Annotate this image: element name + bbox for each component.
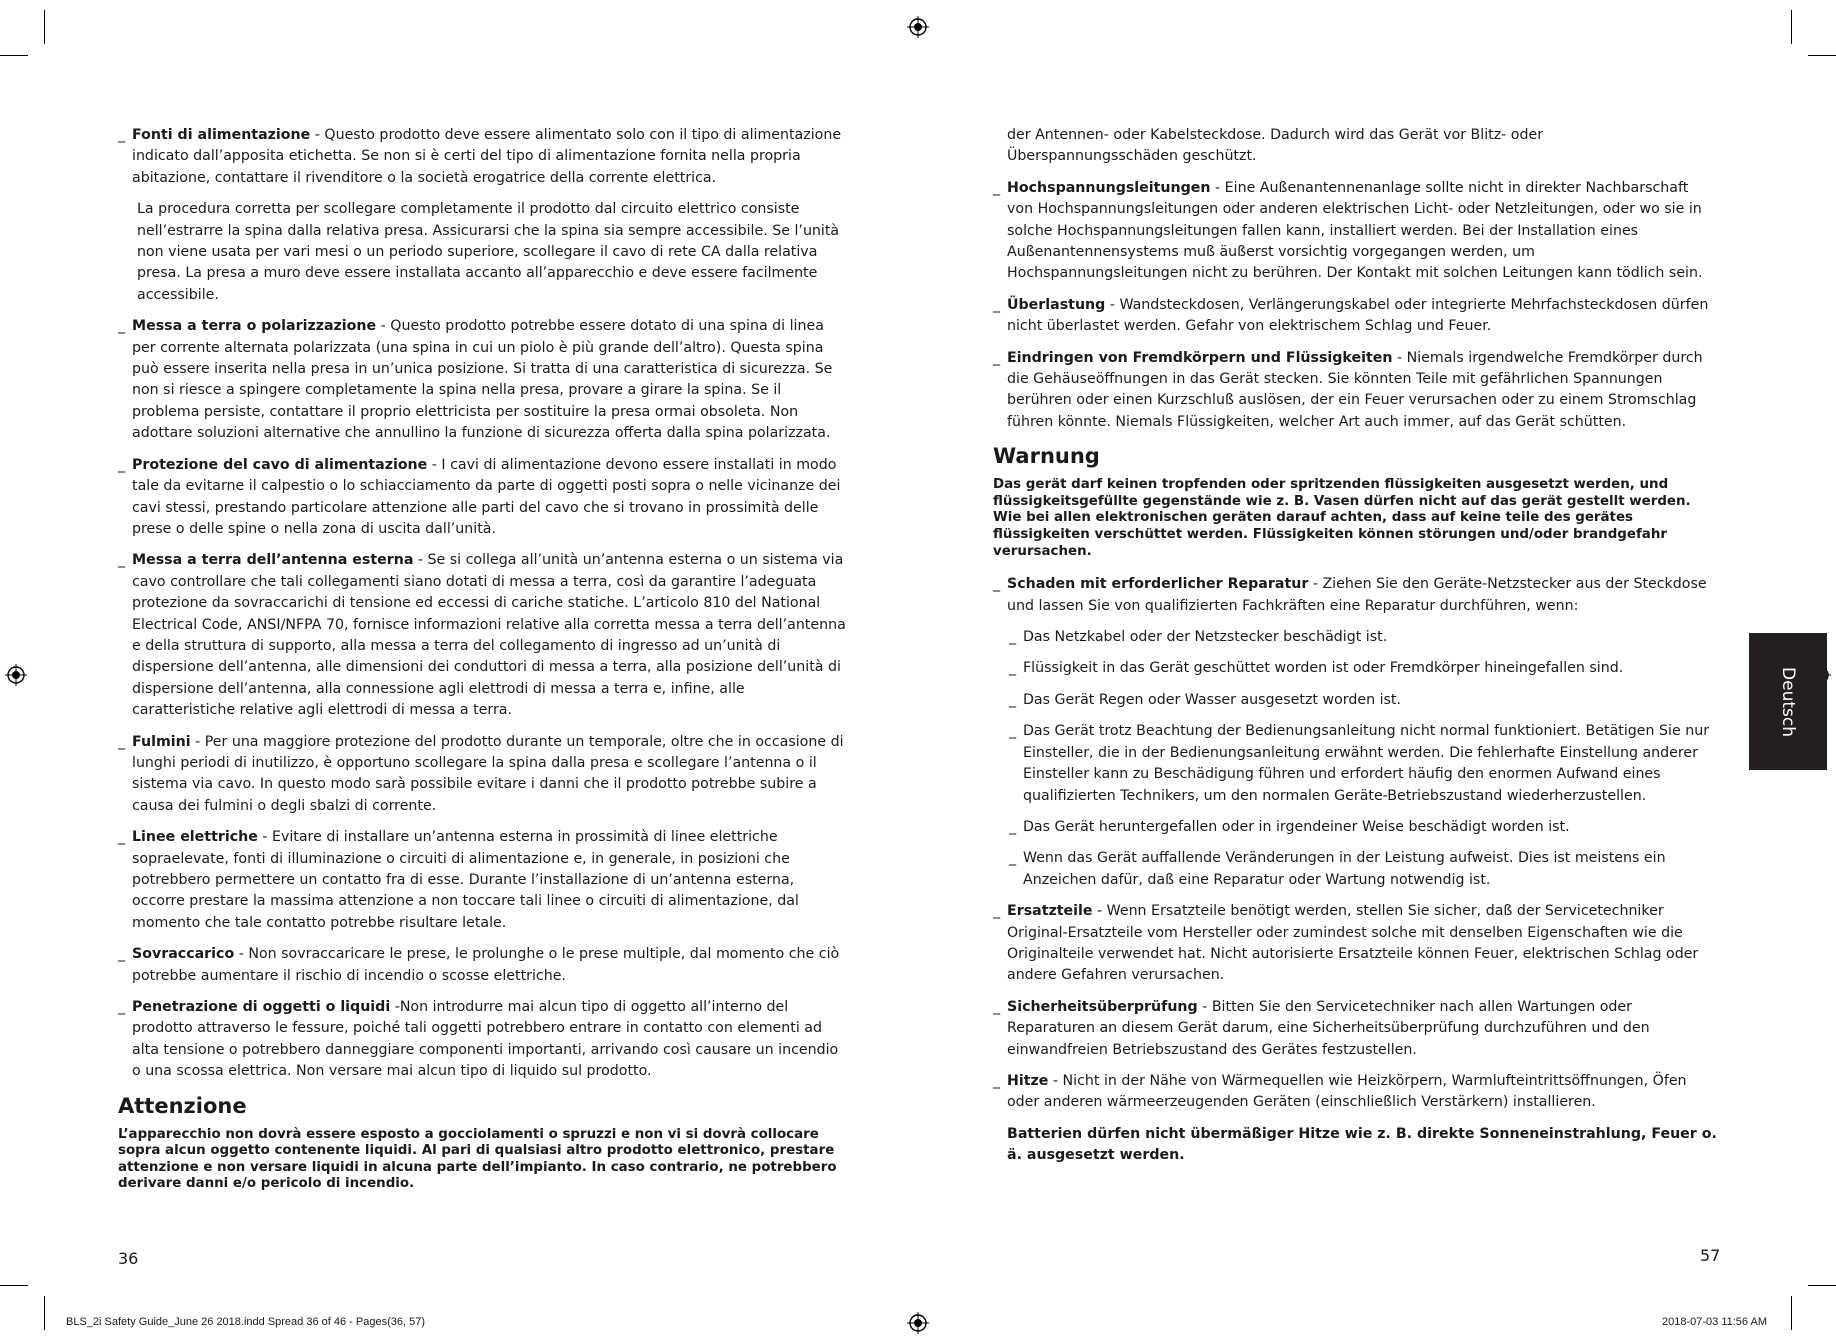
dash: _ bbox=[1009, 723, 1017, 740]
bold-note: Batterien dürfen nicht übermäßiger Hitze wie z. B. direkte Sonneneinstrahlung, Feuer o. ä. ausgesetzt werden. bbox=[1007, 1125, 1717, 1164]
dash: _ bbox=[118, 946, 126, 963]
language-tab bbox=[1749, 633, 1827, 770]
section-title: Sicherheitsüberprüfung bbox=[1007, 998, 1198, 1015]
dash: _ bbox=[993, 296, 1001, 313]
section-title: Penetrazione di oggetti o liquidi bbox=[132, 999, 391, 1016]
section-text: - Eine Außenantennenanlage sollte nicht in direkter Nachbarschaft von Hochspannungsleitungen oder anderen elektrischen Licht- oder Netzleitungen, oder wo sie in solche Hochspannungsleitungen fallen kann, installiert werden. Bei der Installation eines Außenantennensystems muß äußerst vorsichtig vorgegangen werden, um Hochspannungsleitungen nicht zu berühren. Der Kontakt mit solchen Leitungen kann tödlich sein. bbox=[1007, 179, 1703, 282]
dash: _ bbox=[118, 456, 126, 473]
section-item bbox=[993, 997, 1718, 1061]
dash: _ bbox=[993, 349, 1001, 366]
dash: _ bbox=[993, 179, 1001, 196]
section-title: Hitze bbox=[1007, 1072, 1049, 1089]
dash: _ bbox=[1009, 818, 1017, 835]
section-item bbox=[118, 997, 848, 1083]
section-text: - Niemals irgendwelche Fremdkörper durch die Gehäuseöffnungen in das Gerät stecken. Sie könnten Teile mit gefährlichen Spannungen berühren oder einen Kurzschluß auslösen, der ein Feuer verursachen oder zu einem Stromschlag führen könnte. Niemals Flüssigkeiten, welcher Art auch immer, auf das Gerät schütten. bbox=[1007, 349, 1703, 430]
section-title: Sovraccarico bbox=[132, 946, 235, 963]
section-item bbox=[118, 944, 848, 987]
registration-mark-icon bbox=[907, 1312, 929, 1334]
dash: _ bbox=[993, 998, 1001, 1015]
dash: _ bbox=[1009, 691, 1017, 708]
dash: _ bbox=[118, 552, 126, 569]
section-item bbox=[993, 295, 1718, 338]
section-title: Messa a terra o polarizzazione bbox=[132, 318, 377, 335]
section-title: Eindringen von Fremdkörpern und Flüssigkeiten bbox=[1007, 349, 1393, 366]
section-heading: Attenzione bbox=[118, 1093, 247, 1118]
list-item bbox=[993, 848, 1718, 891]
body-paragraph: La procedura corretta per scollegare completamente il prodotto dal circuito elettrico consiste nell’estrarre la spina dalla relativa presa. Assicurarsi che la spina sia sempre accessibile. Se l’unità non viene usata per vari mesi o un periodo superiore, scollegare il cavo di rete CA dalla relativa presa. La presa a muro deve essere installata accanto all’apparecchio e deve essere facilmente accessibile. bbox=[137, 201, 840, 303]
section-title: Protezione del cavo di alimentazione bbox=[132, 456, 428, 473]
section-text: - Per una maggiore protezione del prodotto durante un temporale, oltre che in occasione di lunghi periodi di inutilizzo, è opportuno scollegare la spina dalla presa e scollegare l’antenna o il sistema via cavo. In questo modo sarà possibile evitare i danni che il prodotto potrebbe subire a causa dei fulmini o degli sbalzi di corrente. bbox=[132, 733, 844, 814]
list-item-text: Das Netzkabel oder der Netzstecker beschädigt ist. bbox=[1023, 629, 1388, 646]
section-title: Fulmini bbox=[132, 733, 191, 750]
page-number-left: 36 bbox=[118, 1249, 139, 1268]
crop-mark bbox=[1791, 1296, 1792, 1330]
list-item bbox=[993, 817, 1718, 838]
section-item bbox=[118, 316, 848, 444]
dash: _ bbox=[118, 829, 126, 846]
section-text: - Non sovraccaricare le prese, le prolunghe o le prese multiple, dal momento che ciò potrebbe aumentare il rischio di incendio o scosse elettriche. bbox=[132, 946, 840, 984]
section-title: Ersatzteile bbox=[1007, 903, 1093, 920]
section-title: Schaden mit erforderlicher Reparatur bbox=[1007, 576, 1309, 593]
section-text: -Non introdurre mai alcun tipo di oggetto all’interno del prodotto attraverso le fessure, poiché tali oggetti potrebbero entrare in contatto con elementi ad alta tensione o potrebbero danneggiare componenti importanti, arrivando così causare un incendio o una scossa elettrica. Non versare mai alcun tipo di liquido sul prodotto. bbox=[132, 999, 839, 1080]
section-item bbox=[118, 455, 848, 541]
dash: _ bbox=[1009, 850, 1017, 867]
section-item bbox=[993, 574, 1718, 617]
dash: _ bbox=[993, 1072, 1001, 1089]
section-title: Fonti di alimentazione bbox=[132, 127, 311, 143]
section-text: - Bitten Sie den Servicetechniker nach allen Wartungen oder Reparaturen an diesem Gerät darum, eine Sicherheitsüberprüfung durchzuführen und den einwandfreien Betriebszustand des Gerätes festzustellen. bbox=[1007, 998, 1650, 1058]
list-item bbox=[993, 658, 1718, 679]
dash: _ bbox=[118, 733, 126, 750]
section-item bbox=[993, 178, 1718, 285]
crop-mark bbox=[44, 1296, 45, 1330]
right-page-column bbox=[993, 125, 1718, 1167]
list-item bbox=[993, 627, 1718, 648]
list-item bbox=[993, 690, 1718, 711]
crop-mark bbox=[0, 1285, 28, 1286]
section-text: - Wandsteckdosen, Verlängerungskabel oder integrierte Mehrfachsteckdosen dürfen nicht überlastet werden. Gefahr von elektrischem Schlag und Feuer. bbox=[1007, 296, 1709, 335]
registration-mark-icon bbox=[5, 664, 27, 686]
list-item-text: Das Gerät heruntergefallen oder in irgendeiner Weise beschädigt worden ist. bbox=[1023, 818, 1570, 835]
list-item-text: Wenn das Gerät auffallende Veränderungen in der Leistung aufweist. Dies ist meistens ein Anzeichen dafür, daß eine Reparatur oder Wartung notwendig ist. bbox=[1023, 850, 1666, 888]
section-item bbox=[118, 125, 848, 189]
section-text: - Evitare di installare un’antenna esterna in prossimità di linee elettriche sopraelevate, fonti di illuminazione o circuiti di alimentazione e, in generale, in posizioni che potrebbero permettere un contatto fra di esse. Durante l’installazione di un’antenna esterna, occorre prestare la massima attenzione a non toccare tali linee o circuiti di alimentazione, dal momento che tale contatto potrebbe risultare letale. bbox=[132, 829, 799, 931]
list-item-text: Das Gerät Regen oder Wasser ausgesetzt worden ist. bbox=[1023, 691, 1401, 708]
section-text: - Se si collega all’unità un’antenna esterna o un sistema via cavo controllare che tali collegamenti siano dotati di messa a terra, così da garantire l’adeguata protezione da sovraccarichi di tensione ed eccessi di cariche statiche. L’articolo 810 del National Electrical Code, ANSI/NFPA 70, fornisce informazioni relative alla corretta messa a terra dell’antenna e della struttura di supporto, alla messa a terra del collegamento di ingresso ad un’unità di dispersione dell’antenna, alle dimensioni dei conduttori di messa a terra, alla posizione dell’unità di dispersione dell’antenna, alla connessione agli elettrodi di messa a terra e, infine, alle caratteristiche relative agli elettrodi di messa a terra. bbox=[132, 552, 846, 719]
dash: _ bbox=[118, 318, 126, 335]
section-heading: Warnung bbox=[993, 444, 1100, 469]
dash: _ bbox=[118, 127, 126, 143]
section-item bbox=[118, 550, 848, 721]
dash: _ bbox=[1009, 629, 1017, 646]
warning-text: Das gerät darf keinen tropfenden oder spritzenden flüssigkeiten ausgesetzt werden, und flüssigkeitsgefüllte gegenstände wie z. B. Vasen dürfen nicht auf das gerät gestellt werden. Wie bei allen elektronischen geräten darauf achten, dass auf keine teile des gerätes flüssigkeiten verschüttet werden. Flüssigkeiten können störungen und/oder brandgefahr verursachen. bbox=[993, 477, 1691, 559]
left-page-column bbox=[118, 125, 848, 1207]
slug-timestamp: 2018-07-03 11:56 AM bbox=[1662, 1316, 1767, 1328]
section-item bbox=[993, 901, 1718, 987]
warning-text: L’apparecchio non dovrà essere esposto a gocciolamenti o spruzzi e non vi si dovrà collocare sopra alcun oggetto contenente liquidi. Al pari di qualsiasi altro prodotto elettronico, prestare attenzione e non versare liquidi in alcuna parte dell’impianto. In caso contrario, ne potrebbero derivare danni e/o pericolo di incendio. bbox=[118, 1126, 837, 1192]
section-text: - Questo prodotto deve essere alimentato solo con il tipo di alimentazione indicato dall’apposita etichetta. Se non si è certi del tipo di alimentazione fornita nella propria abitazione, contattare il rivenditore o la società erogatrice della corrente elettrica. bbox=[132, 127, 842, 186]
section-item bbox=[118, 827, 848, 934]
crop-mark bbox=[1791, 10, 1792, 44]
crop-mark bbox=[1808, 55, 1836, 56]
section-item bbox=[993, 348, 1718, 434]
crop-mark bbox=[44, 10, 45, 44]
language-tab-label: Deutsch bbox=[1778, 666, 1798, 737]
section-title: Hochspannungsleitungen bbox=[1007, 179, 1211, 196]
dash: _ bbox=[993, 576, 1001, 593]
section-text: - Questo prodotto potrebbe essere dotato di una spina di linea per corrente alternata polarizzata (una spina in cui un piolo è più grande dell’altro). Questa spina può essere inserita nella presa in un’unica posizione. Si tratta di una caratteristica di sicurezza. Se non si riesce a spingere completamente la spina nella presa, provare a girare la spina. Se il problema persiste, contattare il proprio elettricista per sostituire la presa ormai obsoleta. Non adottare soluzioni alternative che annullino la funzione di sicurezza offerta dalla spina polarizzata. bbox=[132, 318, 833, 442]
section-text: - Nicht in der Nähe von Wärmequellen wie Heizkörpern, Warmlufteintrittsöffnungen, Öfen oder anderen wärmeerzeugenden Geräten (einschließlich Verstärkern) installieren. bbox=[1007, 1072, 1687, 1111]
slug-file-info: BLS_2i Safety Guide_June 26 2018.indd Spread 36 of 46 - Pages(36, 57) bbox=[66, 1316, 425, 1328]
page-number-right: 57 bbox=[1700, 1246, 1721, 1265]
section-title: Linee elettriche bbox=[132, 829, 258, 846]
list-item-text: Das Gerät trotz Beachtung der Bedienungsanleitung nicht normal funktioniert. Betätigen Sie nur Einsteller, die in der Bedienungsanleitung erwähnt werden. Die fehlerhafte Einstellung anderer Einsteller kann zu Beschädigung führen und erfordert häufig den enormen Aufwand eines qualifizierten Technikers, um den normalen Geräte-Betriebszustand wiederherzustellen. bbox=[1023, 723, 1710, 804]
crop-mark bbox=[1808, 1285, 1836, 1286]
dash: _ bbox=[993, 903, 1001, 920]
crop-mark bbox=[0, 55, 28, 56]
registration-mark-icon bbox=[907, 16, 929, 38]
continuation-text: der Antennen- oder Kabelsteckdose. Dadurch wird das Gerät vor Blitz- oder Überspannungsschäden geschützt. bbox=[1007, 127, 1544, 165]
list-item bbox=[993, 721, 1718, 807]
list-item-text: Flüssigkeit in das Gerät geschüttet worden ist oder Fremdkörper hineingefallen sind. bbox=[1023, 660, 1624, 677]
dash: _ bbox=[1009, 660, 1017, 677]
section-item bbox=[118, 732, 848, 818]
section-item bbox=[993, 1071, 1718, 1114]
section-title: Messa a terra dell’antenna esterna bbox=[132, 552, 414, 569]
dash: _ bbox=[118, 999, 126, 1016]
section-title: Überlastung bbox=[1007, 296, 1106, 313]
section-text: - Ziehen Sie den Geräte-Netzstecker aus der Steckdose und lassen Sie von qualifizierten Fachkräften eine Reparatur durchführen, wenn: bbox=[1007, 576, 1707, 614]
section-text: - I cavi di alimentazione devono essere installati in modo tale da evitarne il calpestio o lo schiacciamento da parte di oggetti posti sopra o nelle vicinanze dei cavi stessi, prestando particolare attenzione alle parti del cavo che si trovano in prossimità delle prese o delle spine o nella zona di uscita dall’unità. bbox=[132, 456, 841, 537]
section-text: - Wenn Ersatzteile benötigt werden, stellen Sie sicher, daß der Servicetechniker Original-Ersatzteile vom Hersteller oder zumindest solche mit denselben Eigenschaften wie die Originalteile verwendet hat. Nicht autorisierte Ersatzteile können Feuer, elektrischen Schlag oder andere Gefahren verursachen. bbox=[1007, 903, 1699, 984]
